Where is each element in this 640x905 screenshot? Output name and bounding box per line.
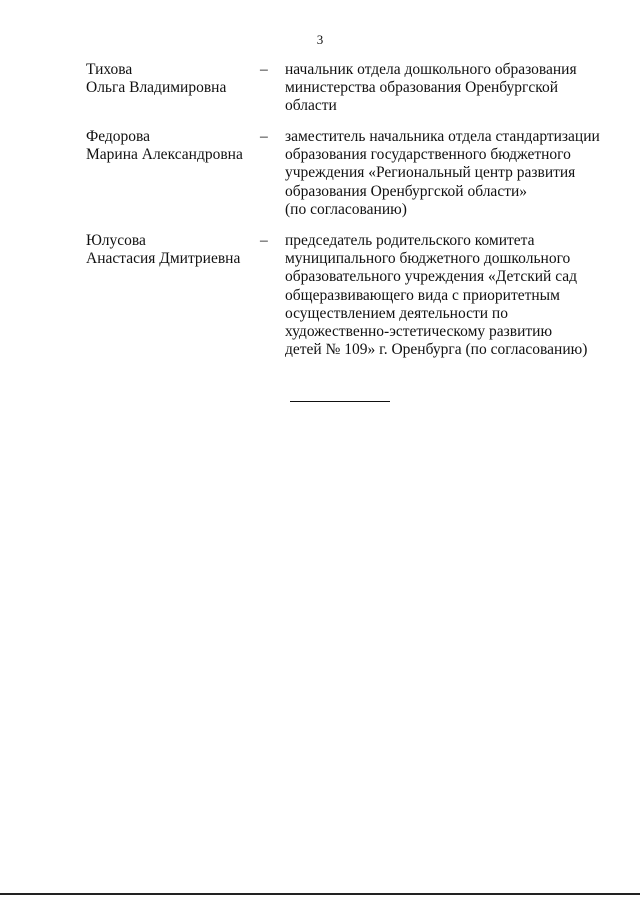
dash-separator: – xyxy=(260,232,268,249)
role-line: председатель родительского комитета xyxy=(285,232,535,249)
role-line: области xyxy=(285,97,337,115)
member-given-name: Ольга Владимировна xyxy=(86,79,227,96)
role-line: художественно-эстетическому развитию xyxy=(285,323,553,341)
member-given-name: Марина Александровна xyxy=(86,146,243,163)
member-given-name: Анастасия Дмитриевна xyxy=(86,250,241,267)
member-surname: Федорова xyxy=(86,128,151,145)
member-role xyxy=(285,61,615,116)
member-role xyxy=(285,128,615,219)
role-line: заместитель начальника отдела стандартизации xyxy=(285,128,600,145)
role-line: учреждения «Региональный центр развития xyxy=(285,164,576,182)
page-bottom-border xyxy=(0,893,640,895)
member-surname: Юлусова xyxy=(86,232,146,249)
role-line: начальник отдела дошкольного образования xyxy=(285,61,577,78)
member-role xyxy=(285,232,615,359)
member-name xyxy=(86,128,256,164)
role-line: министерства образования Оренбургской xyxy=(285,79,559,97)
member-name xyxy=(86,61,256,97)
role-line: детей № 109» г. Оренбурга (по согласованию) xyxy=(285,341,588,359)
role-line: муниципального бюджетного дошкольного xyxy=(285,250,571,268)
role-line: образовательного учреждения «Детский сад xyxy=(285,268,578,286)
role-line: (по согласованию) xyxy=(285,200,407,218)
page-number: 3 xyxy=(316,32,324,47)
dash-separator: – xyxy=(260,128,268,145)
member-name xyxy=(86,232,256,268)
role-line: образования государственного бюджетного xyxy=(285,146,571,164)
role-line: осуществлением деятельности по xyxy=(285,304,508,322)
end-of-list-rule xyxy=(290,401,390,402)
dash-separator: – xyxy=(260,61,268,78)
role-line: образования Оренбургской области» xyxy=(285,182,528,200)
member-surname: Тихова xyxy=(86,61,133,78)
role-line: общеразвивающего вида с приоритетным xyxy=(285,286,560,304)
